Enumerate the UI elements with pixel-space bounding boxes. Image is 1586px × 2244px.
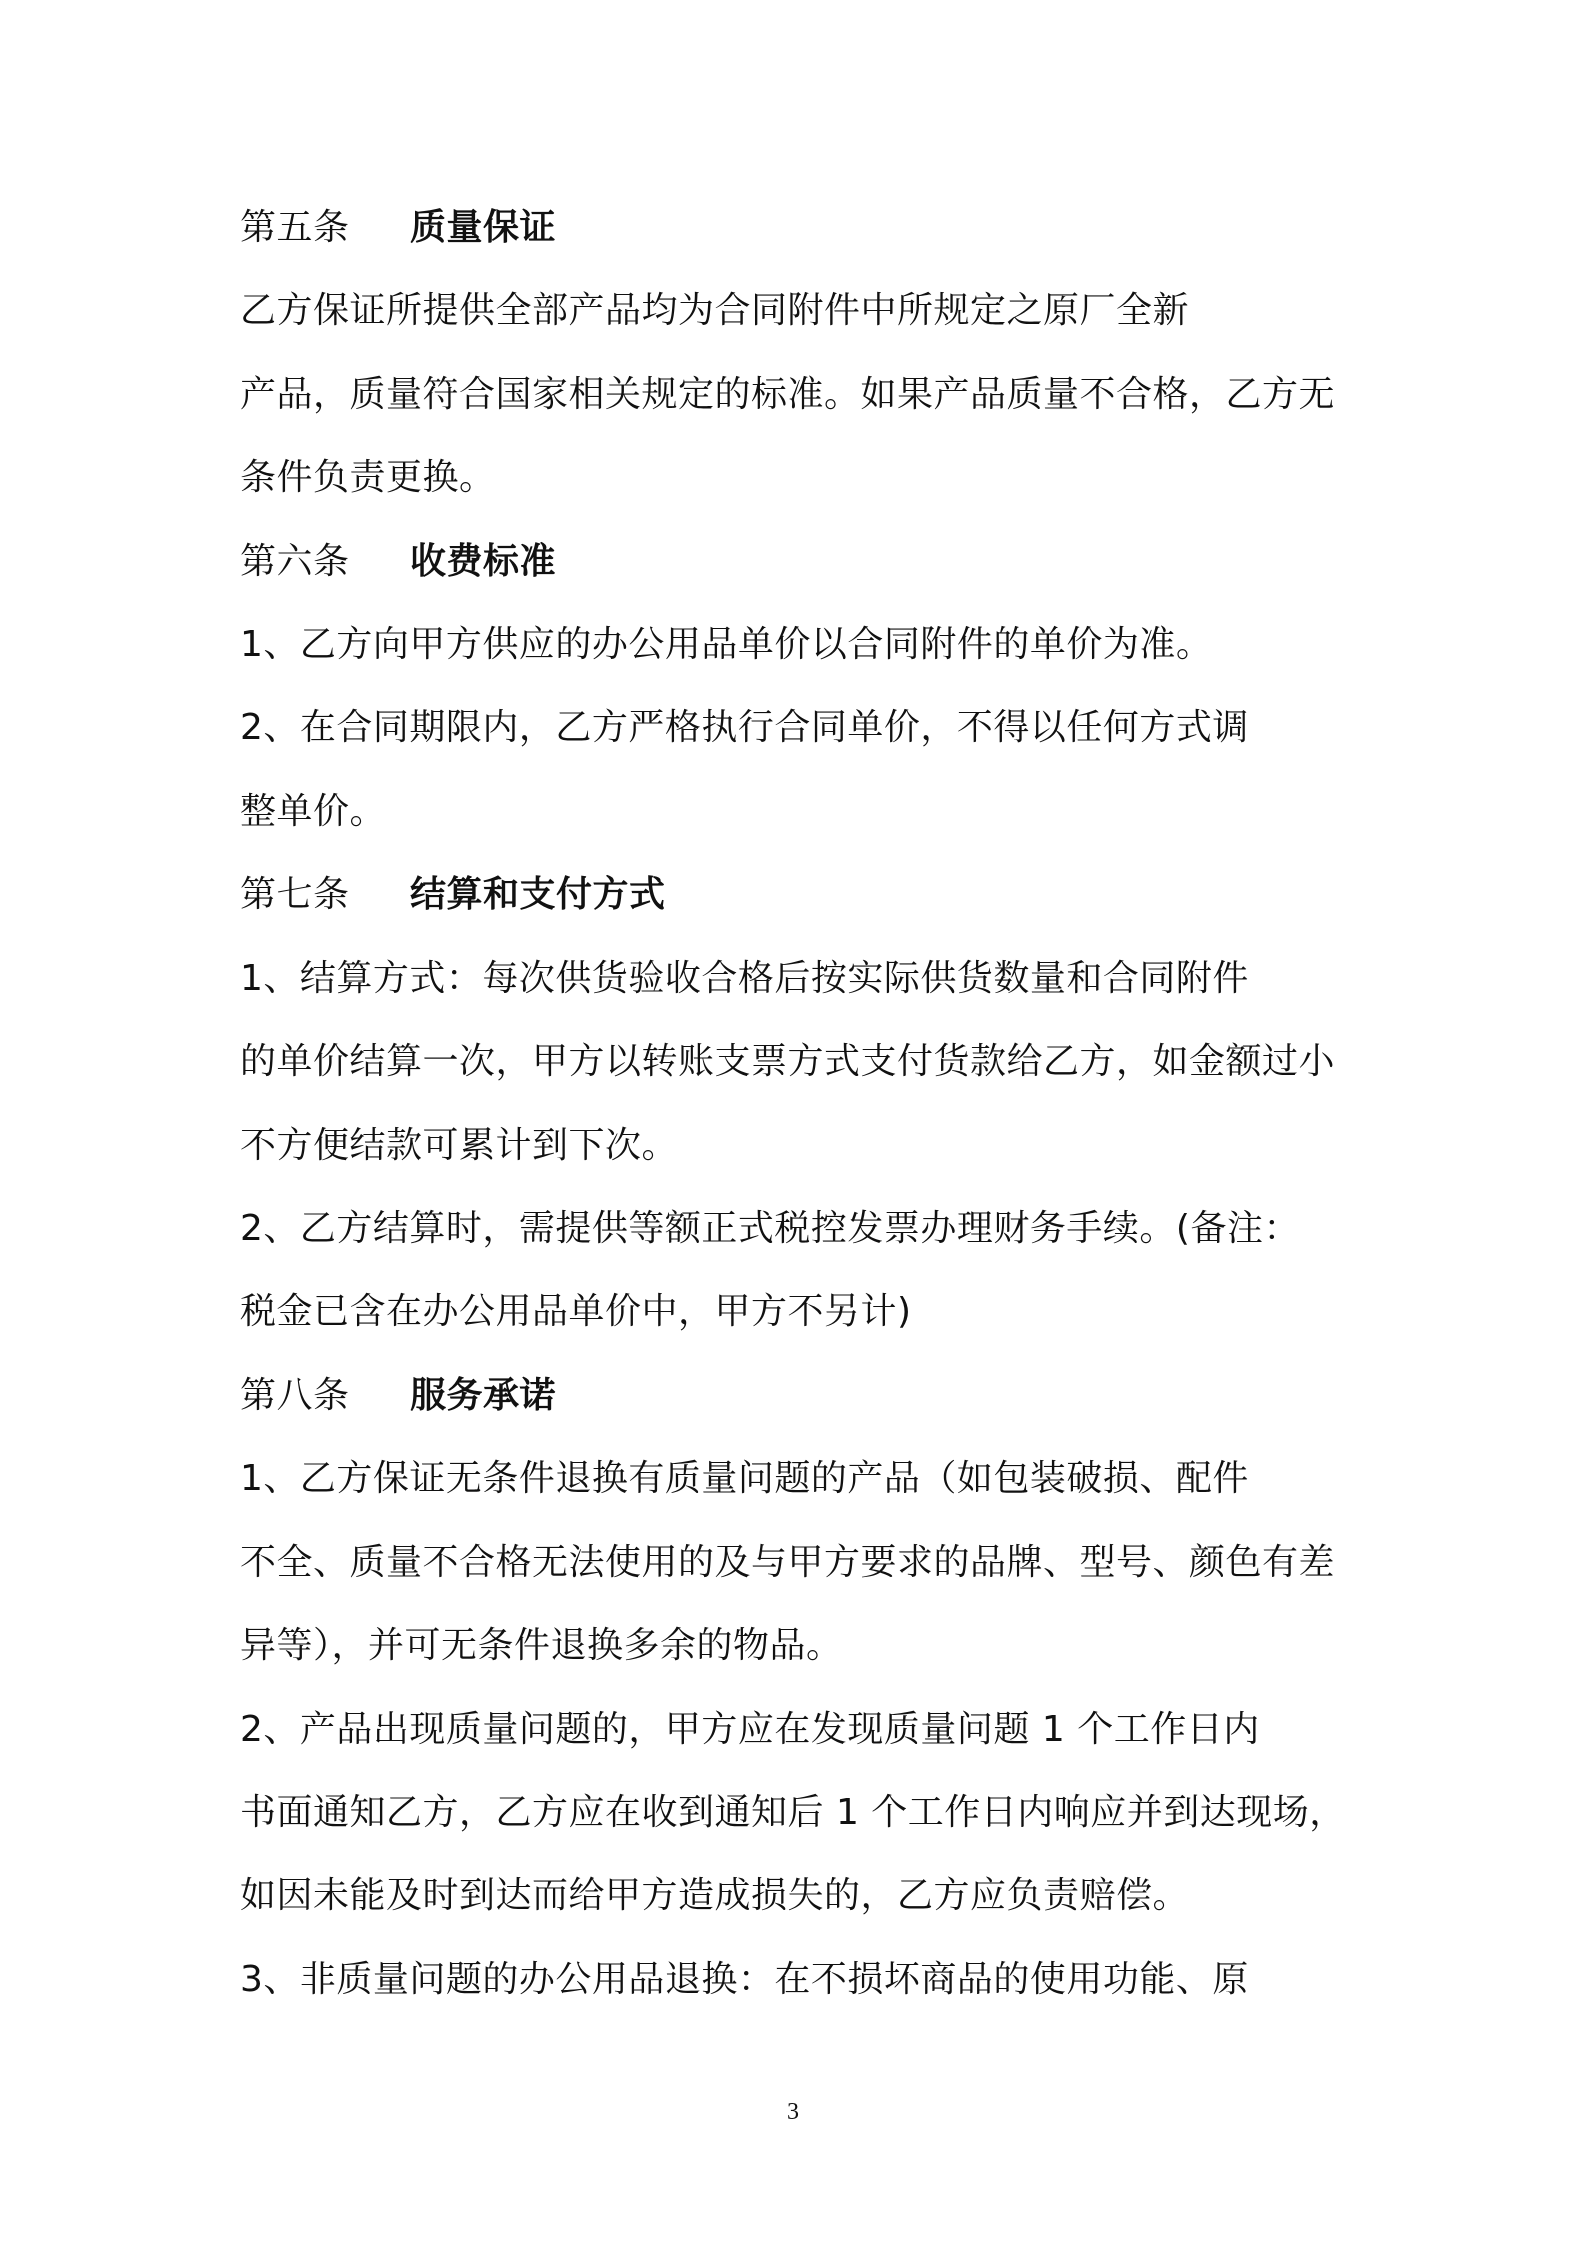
article-number: 第五条 — [240, 207, 350, 248]
paragraph-line: 1、结算方式：每次供货验收合格后按实际供货数量和合同附件 — [240, 958, 1249, 999]
article-title: 质量保证 — [410, 207, 557, 248]
paragraph-line: 3、非质量问题的办公用品退换：在不损坏商品的使用功能、原 — [240, 1959, 1249, 2000]
paragraph-line: 的单价结算一次，甲方以转账支票方式支付货款给乙方，如金额过小 — [240, 1041, 1336, 1082]
article-title: 服务承诺 — [410, 1375, 557, 1416]
article-number: 第六条 — [240, 541, 350, 582]
article-6-heading — [240, 540, 556, 584]
paragraph-line: 异等），并可无条件退换多余的物品。 — [240, 1625, 843, 1666]
paragraph-line: 1、乙方保证无条件退换有质量问题的产品（如包装破损、配件 — [240, 1458, 1249, 1499]
paragraph-line: 整单价。 — [240, 791, 387, 832]
paragraph-line: 如因未能及时到达而给甲方造成损失的，乙方应负责赔偿。 — [240, 1875, 1190, 1916]
article-8-heading — [240, 1374, 556, 1418]
paragraph-line: 产品，质量符合国家相关规定的标准。如果产品质量不合格，乙方无 — [240, 374, 1336, 415]
page-number: 3 — [787, 2099, 799, 2125]
paragraph-line: 不全、质量不合格无法使用的及与甲方要求的品牌、型号、颜色有差 — [240, 1542, 1336, 1583]
paragraph-line: 2、产品出现质量问题的，甲方应在发现质量问题 1 个工作日内 — [240, 1709, 1260, 1750]
paragraph-line: 2、乙方结算时，需提供等额正式税控发票办理财务手续。(备注： — [240, 1208, 1300, 1249]
paragraph-line: 乙方保证所提供全部产品均为合同附件中所规定之原厂全新 — [240, 290, 1190, 331]
paragraph-line: 税金已含在办公用品单价中，甲方不另计) — [240, 1291, 912, 1332]
article-7-heading — [240, 873, 666, 917]
article-title: 结算和支付方式 — [410, 874, 666, 915]
paragraph-line: 2、在合同期限内，乙方严格执行合同单价，不得以任何方式调 — [240, 707, 1249, 748]
paragraph-line: 书面通知乙方，乙方应在收到通知后 1 个工作日内响应并到达现场， — [240, 1792, 1346, 1833]
paragraph-line: 条件负责更换。 — [240, 457, 496, 498]
article-5-heading — [240, 206, 556, 250]
article-number: 第八条 — [240, 1375, 350, 1416]
article-number: 第七条 — [240, 874, 350, 915]
paragraph-line: 1、乙方向甲方供应的办公用品单价以合同附件的单价为准。 — [240, 624, 1213, 665]
article-title: 收费标准 — [410, 541, 557, 582]
paragraph-line: 不方便结款可累计到下次。 — [240, 1125, 679, 1166]
